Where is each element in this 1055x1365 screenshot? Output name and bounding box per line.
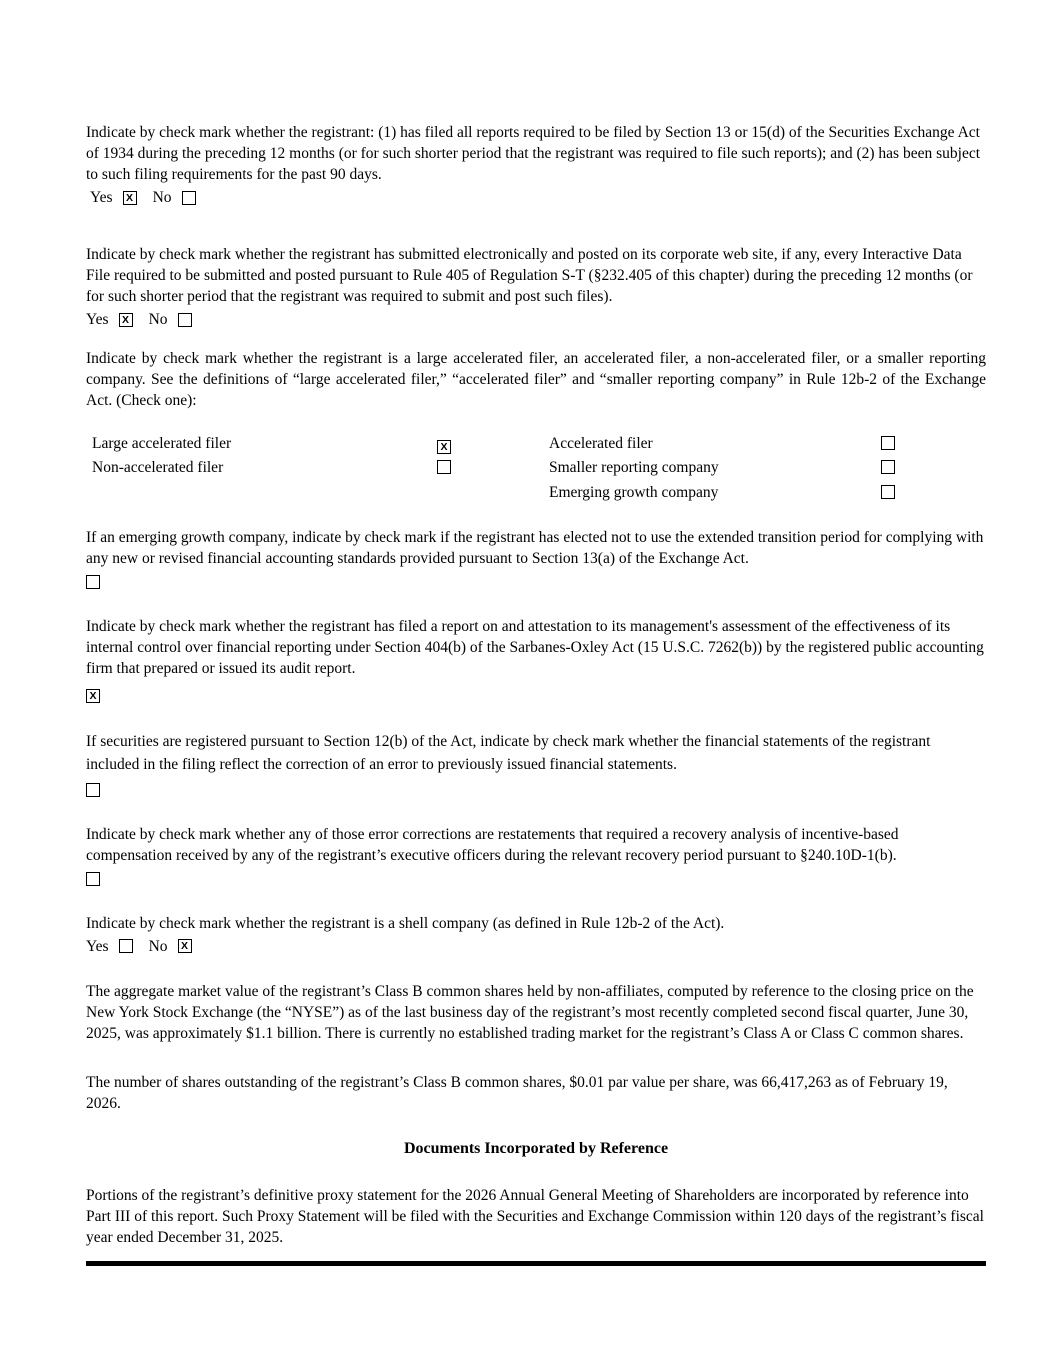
checkbox-emerging-growth-transition [86,575,100,589]
filer-label-large-accelerated: Large accelerated filer [92,434,232,452]
section-recovery-analysis [86,824,986,889]
section-reports [86,122,986,208]
filer-table-row [86,456,986,481]
checkbox-large-accelerated-filer: X [437,440,451,454]
yes-label: Yes [86,311,109,328]
paragraph-shares-outstanding: The number of shares outstanding of the registrant’s Class B common shares, $0.01 par value per share, was 66,417,263 as of February 19, 2026. [86,1073,948,1112]
section-shell-company [86,913,986,957]
yes-label: Yes [86,937,109,955]
filer-label-accelerated: Accelerated filer [549,434,653,452]
checkbox-error-correction [86,783,100,797]
checkbox-interactive-no [178,313,192,327]
no-label: No [148,937,168,955]
checkbox-interactive-yes: X [119,313,133,327]
paragraph-reports: Indicate by check mark whether the registrant: (1) has filed all reports required to be filed by Section 13 or 15(d) of the Securities Exchange Act of 1934 during the preceding 12 months (or for such shorter period that the registrant was required to file such reports); and (2) has been subject to such filing requirements for the past 90 days. [86,124,981,183]
yesno-interactive-data [86,309,986,330]
paragraph-interactive-data: Indicate by check mark whether the registrant has submitted electronically and posted on its corporate web site, if any, every Interactive Data File required to be submitted and posted pursuant to Rule 405 of Regulation S-T (§232.405 of this chapter) during the preceding 12 months (or for such shorter period that the registrant was required to submit and post such files). [86,246,973,305]
paragraph-attestation: Indicate by check mark whether the registrant has filed a report on and attestation to its management's assessment of the effectiveness of its internal control over financial reporting under Section 404(b) of the Sarbanes-Oxley Act (15 U.S.C. 7262(b)) by the registered public accounting firm that prepared or issued its audit report. [86,617,984,677]
paragraph-proxy-statement: Portions of the registrant’s definitive proxy statement for the 2026 Annual General Meeting of Shareholders are incorporated by reference into Part III of this report. Such Proxy Statement will be filed with the Securities and Exchange Commission within 120 days of the registrant’s fiscal year ended December 31, 2025. [86,1186,984,1246]
paragraph-shell-company: Indicate by check mark whether the registrant is a shell company (as defined in Rule 12b-2 of the Act). [86,914,725,932]
checkbox-shell-yes [119,939,133,953]
yesno-reports [86,187,986,208]
filer-label-emerging-growth: Emerging growth company [549,483,719,501]
filer-label-non-accelerated: Non-accelerated filer [92,459,224,477]
yesno-shell-company [86,936,986,957]
yes-label: Yes [90,189,113,206]
checkbox-reports-no [182,191,196,205]
section-attestation [86,616,986,702]
checkbox-non-accelerated-filer [437,460,451,474]
filing-cover-page [86,0,986,1266]
no-label: No [148,311,168,328]
section-error-correction [86,730,986,800]
paragraph-recovery-analysis: Indicate by check mark whether any of those error corrections are restatements that required a recovery analysis of incentive-based compensation received by any of the registrant’s executive officers during the relevant recovery period pursuant to §240.10D-1(b). [86,825,899,864]
checkbox-smaller-reporting-company [881,460,895,474]
checkline-emerging-growth [86,572,986,592]
filer-table-row [86,431,986,456]
filer-label-smaller-reporting: Smaller reporting company [549,459,719,477]
checkbox-shell-no: X [178,939,192,953]
paragraph-error-correction: If securities are registered pursuant to Section 12(b) of the Act, indicate by check mark whether the financial statements of the registrant included in the filing reflect the correction of an error to previously issued financial statements. [86,732,931,773]
filer-table [86,431,986,505]
no-label: No [152,189,172,206]
checkbox-accelerated-filer [881,436,895,450]
paragraph-emerging-growth: If an emerging growth company, indicate by check mark if the registrant has elected not to use the extended transition period for complying with any new or revised financial accounting standards provided pursuant to Section 13(a) of the Exchange Act. [86,528,984,567]
checkline-attestation [86,682,986,702]
checkbox-reports-yes: X [123,191,137,205]
bottom-divider [86,1261,986,1266]
checkline-error-correction [86,780,986,800]
documents-incorporated-heading: Documents Incorporated by Reference [403,1139,669,1157]
section-interactive-data [86,244,986,330]
paragraph-filer-type: Indicate by check mark whether the registrant is a large accelerated filer, an accelerated filer, a non-accelerated filer, or a smaller reporting company. See the definitions of “large accelerated filer,” “accelerated filer” and “smaller reporting company” in Rule 12b-2 of the Exchange Act. (Check one): [86,350,986,409]
checkline-recovery-analysis [86,869,986,889]
section-emerging-growth [86,527,986,592]
checkbox-emerging-growth-company [881,485,895,499]
filer-table-row [86,480,986,505]
paragraph-market-value: The aggregate market value of the registrant’s Class B common shares held by non-affiliates, computed by reference to the closing price on the New York Stock Exchange (the “NYSE”) as of the last business day of the registrant’s most recently completed second fiscal quarter, June 30, 2025, was approximately $1.1 billion. There is currently no established trading market for the registrant’s Class A or Class C common shares. [86,982,974,1042]
checkbox-recovery-analysis [86,872,100,886]
checkbox-attestation: X [86,689,100,703]
